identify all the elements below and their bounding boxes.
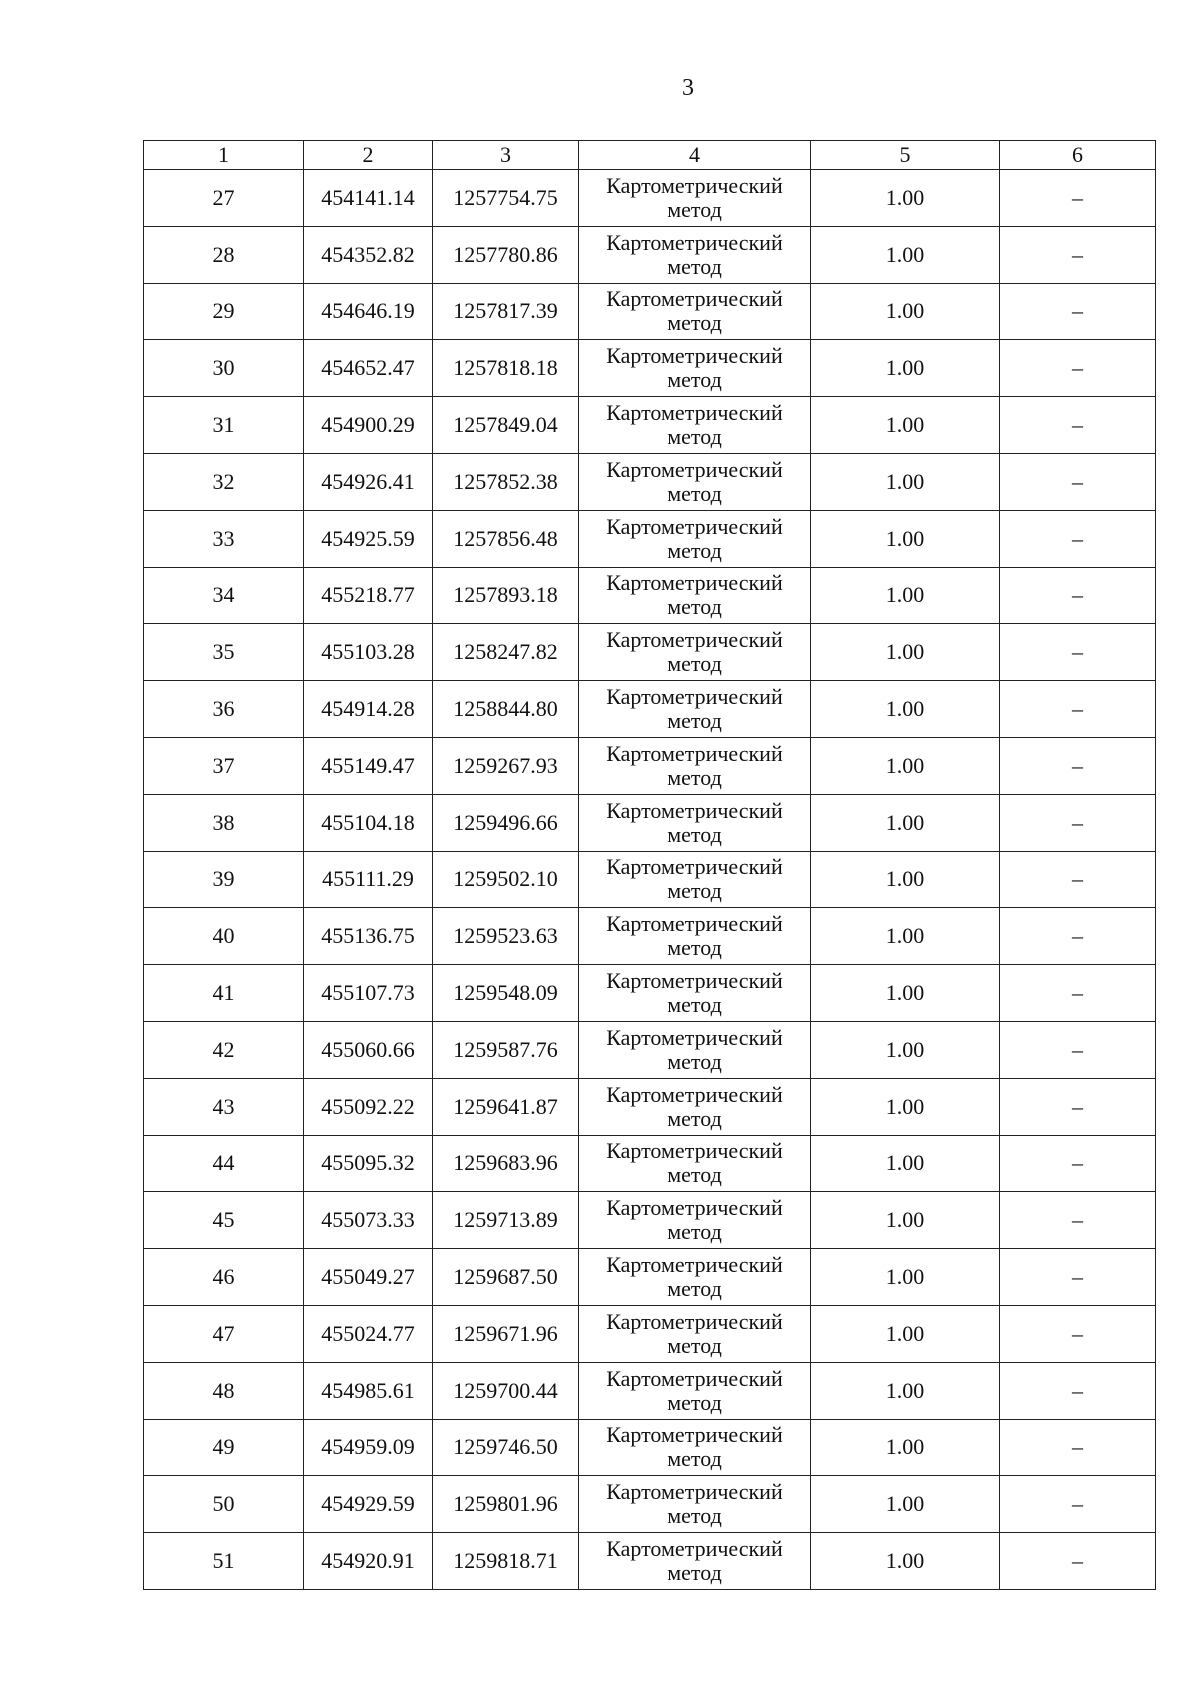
table-row bbox=[144, 1476, 1156, 1533]
method-cell bbox=[579, 737, 811, 794]
table-row bbox=[144, 1419, 1156, 1476]
x-coordinate-cell: 455104.18 bbox=[304, 794, 433, 851]
point-number-cell: 27 bbox=[144, 170, 304, 227]
accuracy-cell: 1.00 bbox=[811, 965, 1000, 1022]
note-cell: – bbox=[1000, 567, 1156, 624]
method-line-2: метод bbox=[667, 764, 722, 790]
x-coordinate-cell: 454652.47 bbox=[304, 340, 433, 397]
accuracy-cell: 1.00 bbox=[811, 340, 1000, 397]
point-number-cell: 36 bbox=[144, 681, 304, 738]
table-row bbox=[144, 340, 1156, 397]
table-row bbox=[144, 170, 1156, 227]
method-line-2: метод bbox=[667, 1162, 722, 1188]
method-line-2: метод bbox=[667, 1332, 722, 1358]
point-number-cell: 32 bbox=[144, 453, 304, 510]
y-coordinate-cell: 1259713.89 bbox=[433, 1192, 579, 1249]
method-line-1: Картометрический bbox=[606, 854, 783, 880]
method-line-2: метод bbox=[667, 253, 722, 279]
method-line-2: метод bbox=[667, 992, 722, 1018]
method-line-2: метод bbox=[667, 196, 722, 222]
note-cell: – bbox=[1000, 1362, 1156, 1419]
x-coordinate-cell: 455218.77 bbox=[304, 567, 433, 624]
method-cell bbox=[579, 624, 811, 681]
x-coordinate-cell: 455049.27 bbox=[304, 1249, 433, 1306]
method-cell bbox=[579, 965, 811, 1022]
accuracy-cell: 1.00 bbox=[811, 226, 1000, 283]
note-cell: – bbox=[1000, 340, 1156, 397]
method-line-1: Картометрический bbox=[606, 456, 783, 482]
x-coordinate-cell: 455107.73 bbox=[304, 965, 433, 1022]
point-number-cell: 39 bbox=[144, 851, 304, 908]
note-cell: – bbox=[1000, 794, 1156, 851]
column-header-1: 1 bbox=[144, 141, 304, 170]
point-number-cell: 48 bbox=[144, 1362, 304, 1419]
note-cell: – bbox=[1000, 397, 1156, 454]
table-row bbox=[144, 908, 1156, 965]
method-cell bbox=[579, 851, 811, 908]
method-line-1: Картометрический bbox=[606, 286, 783, 312]
method-line-1: Картометрический bbox=[606, 968, 783, 994]
table-row bbox=[144, 1135, 1156, 1192]
x-coordinate-cell: 454352.82 bbox=[304, 226, 433, 283]
method-line-1: Картометрический bbox=[606, 343, 783, 369]
method-cell bbox=[579, 453, 811, 510]
note-cell: – bbox=[1000, 1249, 1156, 1306]
method-line-1: Картометрический bbox=[606, 1536, 783, 1562]
accuracy-cell: 1.00 bbox=[811, 1135, 1000, 1192]
x-coordinate-cell: 455149.47 bbox=[304, 737, 433, 794]
accuracy-cell: 1.00 bbox=[811, 567, 1000, 624]
accuracy-cell: 1.00 bbox=[811, 737, 1000, 794]
note-cell: – bbox=[1000, 681, 1156, 738]
accuracy-cell: 1.00 bbox=[811, 1078, 1000, 1135]
method-line-1: Картометрический bbox=[606, 1422, 783, 1448]
point-number-cell: 35 bbox=[144, 624, 304, 681]
column-header-2: 2 bbox=[304, 141, 433, 170]
method-cell bbox=[579, 1305, 811, 1362]
accuracy-cell: 1.00 bbox=[811, 1476, 1000, 1533]
y-coordinate-cell: 1257818.18 bbox=[433, 340, 579, 397]
method-line-2: метод bbox=[667, 1105, 722, 1131]
table-row bbox=[144, 1078, 1156, 1135]
point-number-cell: 37 bbox=[144, 737, 304, 794]
method-cell bbox=[579, 340, 811, 397]
method-line-1: Картометрический bbox=[606, 1308, 783, 1334]
point-number-cell: 38 bbox=[144, 794, 304, 851]
table-header bbox=[144, 141, 1156, 170]
accuracy-cell: 1.00 bbox=[811, 1192, 1000, 1249]
method-line-2: метод bbox=[667, 594, 722, 620]
point-number-cell: 43 bbox=[144, 1078, 304, 1135]
method-line-2: метод bbox=[667, 821, 722, 847]
note-cell: – bbox=[1000, 851, 1156, 908]
method-line-2: метод bbox=[667, 537, 722, 563]
note-cell: – bbox=[1000, 737, 1156, 794]
accuracy-cell: 1.00 bbox=[811, 510, 1000, 567]
coordinates-table bbox=[143, 140, 1156, 1590]
note-cell: – bbox=[1000, 1021, 1156, 1078]
point-number-cell: 40 bbox=[144, 908, 304, 965]
y-coordinate-cell: 1257856.48 bbox=[433, 510, 579, 567]
y-coordinate-cell: 1259683.96 bbox=[433, 1135, 579, 1192]
table-row bbox=[144, 226, 1156, 283]
accuracy-cell: 1.00 bbox=[811, 283, 1000, 340]
method-line-2: метод bbox=[667, 1560, 722, 1586]
note-cell: – bbox=[1000, 1305, 1156, 1362]
table-row bbox=[144, 737, 1156, 794]
table-row bbox=[144, 794, 1156, 851]
point-number-cell: 51 bbox=[144, 1533, 304, 1590]
y-coordinate-cell: 1257754.75 bbox=[433, 170, 579, 227]
method-line-1: Картометрический bbox=[606, 627, 783, 653]
column-header-6: 6 bbox=[1000, 141, 1156, 170]
x-coordinate-cell: 454920.91 bbox=[304, 1533, 433, 1590]
method-line-1: Картометрический bbox=[606, 229, 783, 255]
method-cell bbox=[579, 1533, 811, 1590]
accuracy-cell: 1.00 bbox=[811, 170, 1000, 227]
method-line-1: Картометрический bbox=[606, 797, 783, 823]
accuracy-cell: 1.00 bbox=[811, 794, 1000, 851]
x-coordinate-cell: 454926.41 bbox=[304, 453, 433, 510]
method-line-2: метод bbox=[667, 1446, 722, 1472]
method-line-2: метод bbox=[667, 424, 722, 450]
x-coordinate-cell: 454929.59 bbox=[304, 1476, 433, 1533]
method-cell bbox=[579, 1419, 811, 1476]
method-line-1: Картометрический bbox=[606, 684, 783, 710]
table-row bbox=[144, 1021, 1156, 1078]
note-cell: – bbox=[1000, 1533, 1156, 1590]
accuracy-cell: 1.00 bbox=[811, 1362, 1000, 1419]
x-coordinate-cell: 454141.14 bbox=[304, 170, 433, 227]
accuracy-cell: 1.00 bbox=[811, 681, 1000, 738]
y-coordinate-cell: 1257893.18 bbox=[433, 567, 579, 624]
table-row bbox=[144, 1362, 1156, 1419]
method-line-1: Картометрический bbox=[606, 1252, 783, 1278]
y-coordinate-cell: 1257849.04 bbox=[433, 397, 579, 454]
accuracy-cell: 1.00 bbox=[811, 397, 1000, 454]
method-line-1: Картометрический bbox=[606, 911, 783, 937]
method-line-2: метод bbox=[667, 1219, 722, 1245]
x-coordinate-cell: 454959.09 bbox=[304, 1419, 433, 1476]
table-row bbox=[144, 1305, 1156, 1362]
point-number-cell: 42 bbox=[144, 1021, 304, 1078]
note-cell: – bbox=[1000, 1135, 1156, 1192]
point-number-cell: 47 bbox=[144, 1305, 304, 1362]
method-cell bbox=[579, 226, 811, 283]
x-coordinate-cell: 454925.59 bbox=[304, 510, 433, 567]
method-line-2: метод bbox=[667, 651, 722, 677]
table-row bbox=[144, 1533, 1156, 1590]
table-row bbox=[144, 397, 1156, 454]
x-coordinate-cell: 455103.28 bbox=[304, 624, 433, 681]
column-header-4: 4 bbox=[579, 141, 811, 170]
x-coordinate-cell: 455060.66 bbox=[304, 1021, 433, 1078]
point-number-cell: 41 bbox=[144, 965, 304, 1022]
point-number-cell: 28 bbox=[144, 226, 304, 283]
column-header-3: 3 bbox=[433, 141, 579, 170]
point-number-cell: 45 bbox=[144, 1192, 304, 1249]
method-line-1: Картометрический bbox=[606, 740, 783, 766]
point-number-cell: 33 bbox=[144, 510, 304, 567]
y-coordinate-cell: 1259502.10 bbox=[433, 851, 579, 908]
point-number-cell: 31 bbox=[144, 397, 304, 454]
y-coordinate-cell: 1259523.63 bbox=[433, 908, 579, 965]
method-line-1: Картометрический bbox=[606, 1024, 783, 1050]
method-cell bbox=[579, 397, 811, 454]
table-row bbox=[144, 681, 1156, 738]
method-line-2: метод bbox=[667, 480, 722, 506]
method-cell bbox=[579, 681, 811, 738]
y-coordinate-cell: 1259548.09 bbox=[433, 965, 579, 1022]
page-number: 3 bbox=[682, 75, 694, 101]
table-row bbox=[144, 453, 1156, 510]
accuracy-cell: 1.00 bbox=[811, 1305, 1000, 1362]
method-line-1: Картометрический bbox=[606, 1081, 783, 1107]
method-cell bbox=[579, 1078, 811, 1135]
table-row bbox=[144, 510, 1156, 567]
column-header-5: 5 bbox=[811, 141, 1000, 170]
method-line-1: Картометрический bbox=[606, 513, 783, 539]
point-number-cell: 49 bbox=[144, 1419, 304, 1476]
accuracy-cell: 1.00 bbox=[811, 624, 1000, 681]
accuracy-cell: 1.00 bbox=[811, 453, 1000, 510]
note-cell: – bbox=[1000, 1419, 1156, 1476]
table-row bbox=[144, 567, 1156, 624]
note-cell: – bbox=[1000, 1476, 1156, 1533]
method-cell bbox=[579, 1192, 811, 1249]
method-cell bbox=[579, 794, 811, 851]
point-number-cell: 44 bbox=[144, 1135, 304, 1192]
x-coordinate-cell: 455024.77 bbox=[304, 1305, 433, 1362]
note-cell: – bbox=[1000, 624, 1156, 681]
method-line-2: метод bbox=[667, 1389, 722, 1415]
method-line-2: метод bbox=[667, 1048, 722, 1074]
point-number-cell: 46 bbox=[144, 1249, 304, 1306]
y-coordinate-cell: 1258844.80 bbox=[433, 681, 579, 738]
y-coordinate-cell: 1259746.50 bbox=[433, 1419, 579, 1476]
method-cell bbox=[579, 1249, 811, 1306]
point-number-cell: 29 bbox=[144, 283, 304, 340]
method-line-2: метод bbox=[667, 935, 722, 961]
y-coordinate-cell: 1259671.96 bbox=[433, 1305, 579, 1362]
y-coordinate-cell: 1259496.66 bbox=[433, 794, 579, 851]
method-cell bbox=[579, 283, 811, 340]
accuracy-cell: 1.00 bbox=[811, 1249, 1000, 1306]
table-row bbox=[144, 283, 1156, 340]
y-coordinate-cell: 1259587.76 bbox=[433, 1021, 579, 1078]
method-line-1: Картометрический bbox=[606, 172, 783, 198]
table-row bbox=[144, 965, 1156, 1022]
method-cell bbox=[579, 1021, 811, 1078]
method-cell bbox=[579, 1135, 811, 1192]
point-number-cell: 30 bbox=[144, 340, 304, 397]
x-coordinate-cell: 455111.29 bbox=[304, 851, 433, 908]
table-row bbox=[144, 851, 1156, 908]
x-coordinate-cell: 454914.28 bbox=[304, 681, 433, 738]
table-row bbox=[144, 1192, 1156, 1249]
x-coordinate-cell: 455095.32 bbox=[304, 1135, 433, 1192]
note-cell: – bbox=[1000, 965, 1156, 1022]
table-row bbox=[144, 1249, 1156, 1306]
y-coordinate-cell: 1259700.44 bbox=[433, 1362, 579, 1419]
method-line-2: метод bbox=[667, 708, 722, 734]
method-cell bbox=[579, 908, 811, 965]
method-line-1: Картометрический bbox=[606, 1195, 783, 1221]
accuracy-cell: 1.00 bbox=[811, 908, 1000, 965]
y-coordinate-cell: 1259687.50 bbox=[433, 1249, 579, 1306]
y-coordinate-cell: 1259641.87 bbox=[433, 1078, 579, 1135]
method-line-2: метод bbox=[667, 367, 722, 393]
note-cell: – bbox=[1000, 1078, 1156, 1135]
x-coordinate-cell: 454985.61 bbox=[304, 1362, 433, 1419]
point-number-cell: 50 bbox=[144, 1476, 304, 1533]
accuracy-cell: 1.00 bbox=[811, 1021, 1000, 1078]
method-line-1: Картометрический bbox=[606, 570, 783, 596]
y-coordinate-cell: 1257852.38 bbox=[433, 453, 579, 510]
x-coordinate-cell: 454646.19 bbox=[304, 283, 433, 340]
note-cell: – bbox=[1000, 1192, 1156, 1249]
note-cell: – bbox=[1000, 510, 1156, 567]
accuracy-cell: 1.00 bbox=[811, 1419, 1000, 1476]
x-coordinate-cell: 455136.75 bbox=[304, 908, 433, 965]
point-number-cell: 34 bbox=[144, 567, 304, 624]
method-line-1: Картометрический bbox=[606, 1365, 783, 1391]
method-line-2: метод bbox=[667, 1503, 722, 1529]
method-line-2: метод bbox=[667, 878, 722, 904]
method-line-2: метод bbox=[667, 1276, 722, 1302]
y-coordinate-cell: 1258247.82 bbox=[433, 624, 579, 681]
method-cell bbox=[579, 170, 811, 227]
table-row bbox=[144, 624, 1156, 681]
note-cell: – bbox=[1000, 283, 1156, 340]
note-cell: – bbox=[1000, 908, 1156, 965]
table-body bbox=[144, 170, 1156, 1590]
method-cell bbox=[579, 1362, 811, 1419]
note-cell: – bbox=[1000, 453, 1156, 510]
accuracy-cell: 1.00 bbox=[811, 1533, 1000, 1590]
method-line-2: метод bbox=[667, 310, 722, 336]
method-cell bbox=[579, 567, 811, 624]
note-cell: – bbox=[1000, 170, 1156, 227]
method-cell bbox=[579, 510, 811, 567]
y-coordinate-cell: 1259818.71 bbox=[433, 1533, 579, 1590]
x-coordinate-cell: 455092.22 bbox=[304, 1078, 433, 1135]
method-line-1: Картометрический bbox=[606, 1138, 783, 1164]
x-coordinate-cell: 455073.33 bbox=[304, 1192, 433, 1249]
header-row bbox=[144, 141, 1156, 170]
y-coordinate-cell: 1257780.86 bbox=[433, 226, 579, 283]
note-cell: – bbox=[1000, 226, 1156, 283]
x-coordinate-cell: 454900.29 bbox=[304, 397, 433, 454]
accuracy-cell: 1.00 bbox=[811, 851, 1000, 908]
method-line-1: Картометрический bbox=[606, 1479, 783, 1505]
method-line-1: Картометрический bbox=[606, 400, 783, 426]
method-cell bbox=[579, 1476, 811, 1533]
y-coordinate-cell: 1259267.93 bbox=[433, 737, 579, 794]
y-coordinate-cell: 1259801.96 bbox=[433, 1476, 579, 1533]
y-coordinate-cell: 1257817.39 bbox=[433, 283, 579, 340]
